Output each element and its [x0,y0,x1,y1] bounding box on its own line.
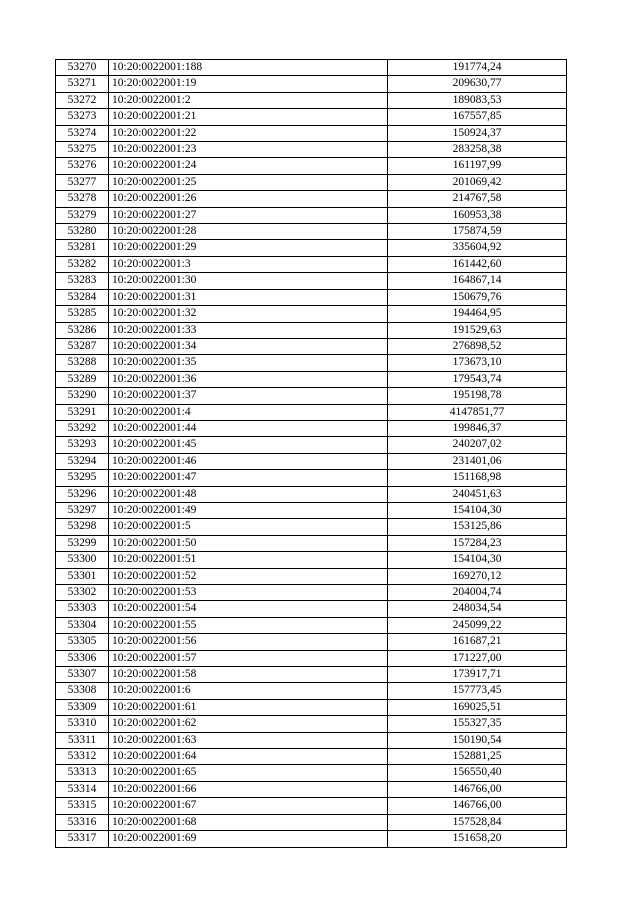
cadastral-number-cell: 10:20:0022001:35 [109,355,388,371]
row-number-cell: 53297 [56,502,109,518]
value-cell: 189083,53 [388,92,567,108]
value-cell: 156550,40 [388,765,567,781]
table-row [56,174,567,190]
cadastral-number-cell: 10:20:0022001:56 [109,634,388,650]
row-number-cell: 53312 [56,749,109,765]
value-cell: 169270,12 [388,568,567,584]
row-number-cell: 53299 [56,535,109,551]
value-cell: 175874,59 [388,224,567,240]
row-number-cell: 53302 [56,585,109,601]
cadastral-number-cell: 10:20:0022001:2 [109,92,388,108]
cadastral-number-cell: 10:20:0022001:47 [109,470,388,486]
cadastral-number-cell: 10:20:0022001:44 [109,420,388,436]
row-number-cell: 53305 [56,634,109,650]
value-cell: 161687,21 [388,634,567,650]
row-number-cell: 53284 [56,289,109,305]
value-cell: 154104,30 [388,552,567,568]
value-cell: 201069,42 [388,174,567,190]
cadastral-number-cell: 10:20:0022001:19 [109,76,388,92]
value-cell: 151658,20 [388,831,567,847]
value-cell: 150924,37 [388,125,567,141]
table-row [56,158,567,174]
cadastral-number-cell: 10:20:0022001:188 [109,60,388,76]
value-cell: 199846,37 [388,420,567,436]
row-number-cell: 53292 [56,420,109,436]
cadastral-number-cell: 10:20:0022001:62 [109,716,388,732]
row-number-cell: 53316 [56,814,109,830]
value-cell: 231401,06 [388,453,567,469]
table-row [56,486,567,502]
cadastral-number-cell: 10:20:0022001:52 [109,568,388,584]
table-row [56,535,567,551]
value-cell: 245099,22 [388,617,567,633]
table-row [56,355,567,371]
value-cell: 146766,00 [388,781,567,797]
row-number-cell: 53273 [56,109,109,125]
table-row [56,224,567,240]
cadastral-number-cell: 10:20:0022001:55 [109,617,388,633]
table-row [56,289,567,305]
row-number-cell: 53313 [56,765,109,781]
row-number-cell: 53283 [56,273,109,289]
value-cell: 150190,54 [388,732,567,748]
value-cell: 160953,38 [388,207,567,223]
row-number-cell: 53295 [56,470,109,486]
row-number-cell: 53270 [56,60,109,76]
value-cell: 248034,54 [388,601,567,617]
value-cell: 153125,86 [388,519,567,535]
cadastral-number-cell: 10:20:0022001:51 [109,552,388,568]
value-cell: 152881,25 [388,749,567,765]
cadastral-number-cell: 10:20:0022001:66 [109,781,388,797]
cadastral-number-cell: 10:20:0022001:27 [109,207,388,223]
cadastral-number-cell: 10:20:0022001:23 [109,142,388,158]
cadastral-number-cell: 10:20:0022001:33 [109,322,388,338]
value-cell: 276898,52 [388,338,567,354]
row-number-cell: 53304 [56,617,109,633]
cadastral-number-cell: 10:20:0022001:49 [109,502,388,518]
row-number-cell: 53307 [56,667,109,683]
row-number-cell: 53281 [56,240,109,256]
row-number-cell: 53310 [56,716,109,732]
value-cell: 157528,84 [388,814,567,830]
table-row [56,207,567,223]
row-number-cell: 53285 [56,306,109,322]
cadastral-number-cell: 10:20:0022001:54 [109,601,388,617]
value-cell: 335604,92 [388,240,567,256]
value-cell: 179543,74 [388,371,567,387]
cadastral-number-cell: 10:20:0022001:57 [109,650,388,666]
cadastral-number-cell: 10:20:0022001:4 [109,404,388,420]
value-cell: 161197,99 [388,158,567,174]
table-row [56,404,567,420]
table-row [56,765,567,781]
cadastral-number-cell: 10:20:0022001:3 [109,256,388,272]
row-number-cell: 53274 [56,125,109,141]
table-row [56,338,567,354]
row-number-cell: 53287 [56,338,109,354]
cadastral-number-cell: 10:20:0022001:24 [109,158,388,174]
table-row [56,371,567,387]
value-cell: 146766,00 [388,798,567,814]
cadastral-number-cell: 10:20:0022001:21 [109,109,388,125]
value-cell: 151168,98 [388,470,567,486]
table-row [56,306,567,322]
row-number-cell: 53289 [56,371,109,387]
cadastral-number-cell: 10:20:0022001:29 [109,240,388,256]
row-number-cell: 53279 [56,207,109,223]
value-cell: 173673,10 [388,355,567,371]
row-number-cell: 53300 [56,552,109,568]
row-number-cell: 53291 [56,404,109,420]
value-cell: 209630,77 [388,76,567,92]
table-row [56,92,567,108]
table-row [56,814,567,830]
table-row [56,453,567,469]
table-row [56,322,567,338]
row-number-cell: 53303 [56,601,109,617]
cadastral-number-cell: 10:20:0022001:28 [109,224,388,240]
value-cell: 154104,30 [388,502,567,518]
row-number-cell: 53286 [56,322,109,338]
row-number-cell: 53315 [56,798,109,814]
table-row [56,634,567,650]
row-number-cell: 53275 [56,142,109,158]
value-cell: 191774,24 [388,60,567,76]
row-number-cell: 53301 [56,568,109,584]
table-row [56,617,567,633]
cadastral-value-table [55,59,567,848]
row-number-cell: 53298 [56,519,109,535]
cadastral-number-cell: 10:20:0022001:50 [109,535,388,551]
value-cell: 195198,78 [388,388,567,404]
row-number-cell: 53280 [56,224,109,240]
table-body [56,60,567,848]
table-row [56,699,567,715]
row-number-cell: 53308 [56,683,109,699]
row-number-cell: 53309 [56,699,109,715]
cadastral-number-cell: 10:20:0022001:64 [109,749,388,765]
cadastral-number-cell: 10:20:0022001:32 [109,306,388,322]
table-row [56,388,567,404]
cadastral-number-cell: 10:20:0022001:36 [109,371,388,387]
row-number-cell: 53288 [56,355,109,371]
cadastral-number-cell: 10:20:0022001:37 [109,388,388,404]
table-row [56,831,567,847]
cadastral-number-cell: 10:20:0022001:63 [109,732,388,748]
value-cell: 194464,95 [388,306,567,322]
value-cell: 173917,71 [388,667,567,683]
table-row [56,502,567,518]
cadastral-number-cell: 10:20:0022001:5 [109,519,388,535]
cadastral-number-cell: 10:20:0022001:25 [109,174,388,190]
table-row [56,667,567,683]
value-cell: 169025,51 [388,699,567,715]
value-cell: 164867,14 [388,273,567,289]
row-number-cell: 53314 [56,781,109,797]
row-number-cell: 53296 [56,486,109,502]
row-number-cell: 53290 [56,388,109,404]
table-row [56,109,567,125]
row-number-cell: 53276 [56,158,109,174]
value-cell: 157773,45 [388,683,567,699]
cadastral-number-cell: 10:20:0022001:53 [109,585,388,601]
table-row [56,76,567,92]
table-row [56,781,567,797]
value-cell: 191529,63 [388,322,567,338]
row-number-cell: 53278 [56,191,109,207]
value-cell: 214767,58 [388,191,567,207]
row-number-cell: 53272 [56,92,109,108]
row-number-cell: 53306 [56,650,109,666]
table-row [56,683,567,699]
row-number-cell: 53282 [56,256,109,272]
table-row [56,256,567,272]
row-number-cell: 53277 [56,174,109,190]
cadastral-number-cell: 10:20:0022001:67 [109,798,388,814]
table-row [56,585,567,601]
value-cell: 157284,23 [388,535,567,551]
table-row [56,240,567,256]
table-row [56,552,567,568]
table-row [56,732,567,748]
table-row [56,716,567,732]
table-row [56,125,567,141]
cadastral-number-cell: 10:20:0022001:30 [109,273,388,289]
table-row [56,191,567,207]
table-row [56,60,567,76]
cadastral-number-cell: 10:20:0022001:45 [109,437,388,453]
row-number-cell: 53317 [56,831,109,847]
table-row [56,142,567,158]
cadastral-number-cell: 10:20:0022001:69 [109,831,388,847]
row-number-cell: 53271 [56,76,109,92]
cadastral-number-cell: 10:20:0022001:6 [109,683,388,699]
table-row [56,650,567,666]
row-number-cell: 53293 [56,437,109,453]
value-cell: 171227,00 [388,650,567,666]
value-cell: 167557,85 [388,109,567,125]
value-cell: 150679,76 [388,289,567,305]
cadastral-number-cell: 10:20:0022001:46 [109,453,388,469]
table-row [56,437,567,453]
cadastral-number-cell: 10:20:0022001:48 [109,486,388,502]
cadastral-number-cell: 10:20:0022001:31 [109,289,388,305]
row-number-cell: 53294 [56,453,109,469]
cadastral-number-cell: 10:20:0022001:65 [109,765,388,781]
value-cell: 4147851,77 [388,404,567,420]
table-row [56,273,567,289]
cadastral-number-cell: 10:20:0022001:22 [109,125,388,141]
table-row [56,601,567,617]
table-row [56,420,567,436]
table-row [56,798,567,814]
value-cell: 283258,38 [388,142,567,158]
value-cell: 155327,35 [388,716,567,732]
cadastral-number-cell: 10:20:0022001:68 [109,814,388,830]
table-row [56,470,567,486]
value-cell: 204004,74 [388,585,567,601]
value-cell: 161442,60 [388,256,567,272]
cadastral-number-cell: 10:20:0022001:34 [109,338,388,354]
value-cell: 240451,63 [388,486,567,502]
table-row [56,519,567,535]
cadastral-number-cell: 10:20:0022001:61 [109,699,388,715]
table-row [56,749,567,765]
row-number-cell: 53311 [56,732,109,748]
cadastral-number-cell: 10:20:0022001:26 [109,191,388,207]
table-row [56,568,567,584]
value-cell: 240207,02 [388,437,567,453]
cadastral-number-cell: 10:20:0022001:58 [109,667,388,683]
